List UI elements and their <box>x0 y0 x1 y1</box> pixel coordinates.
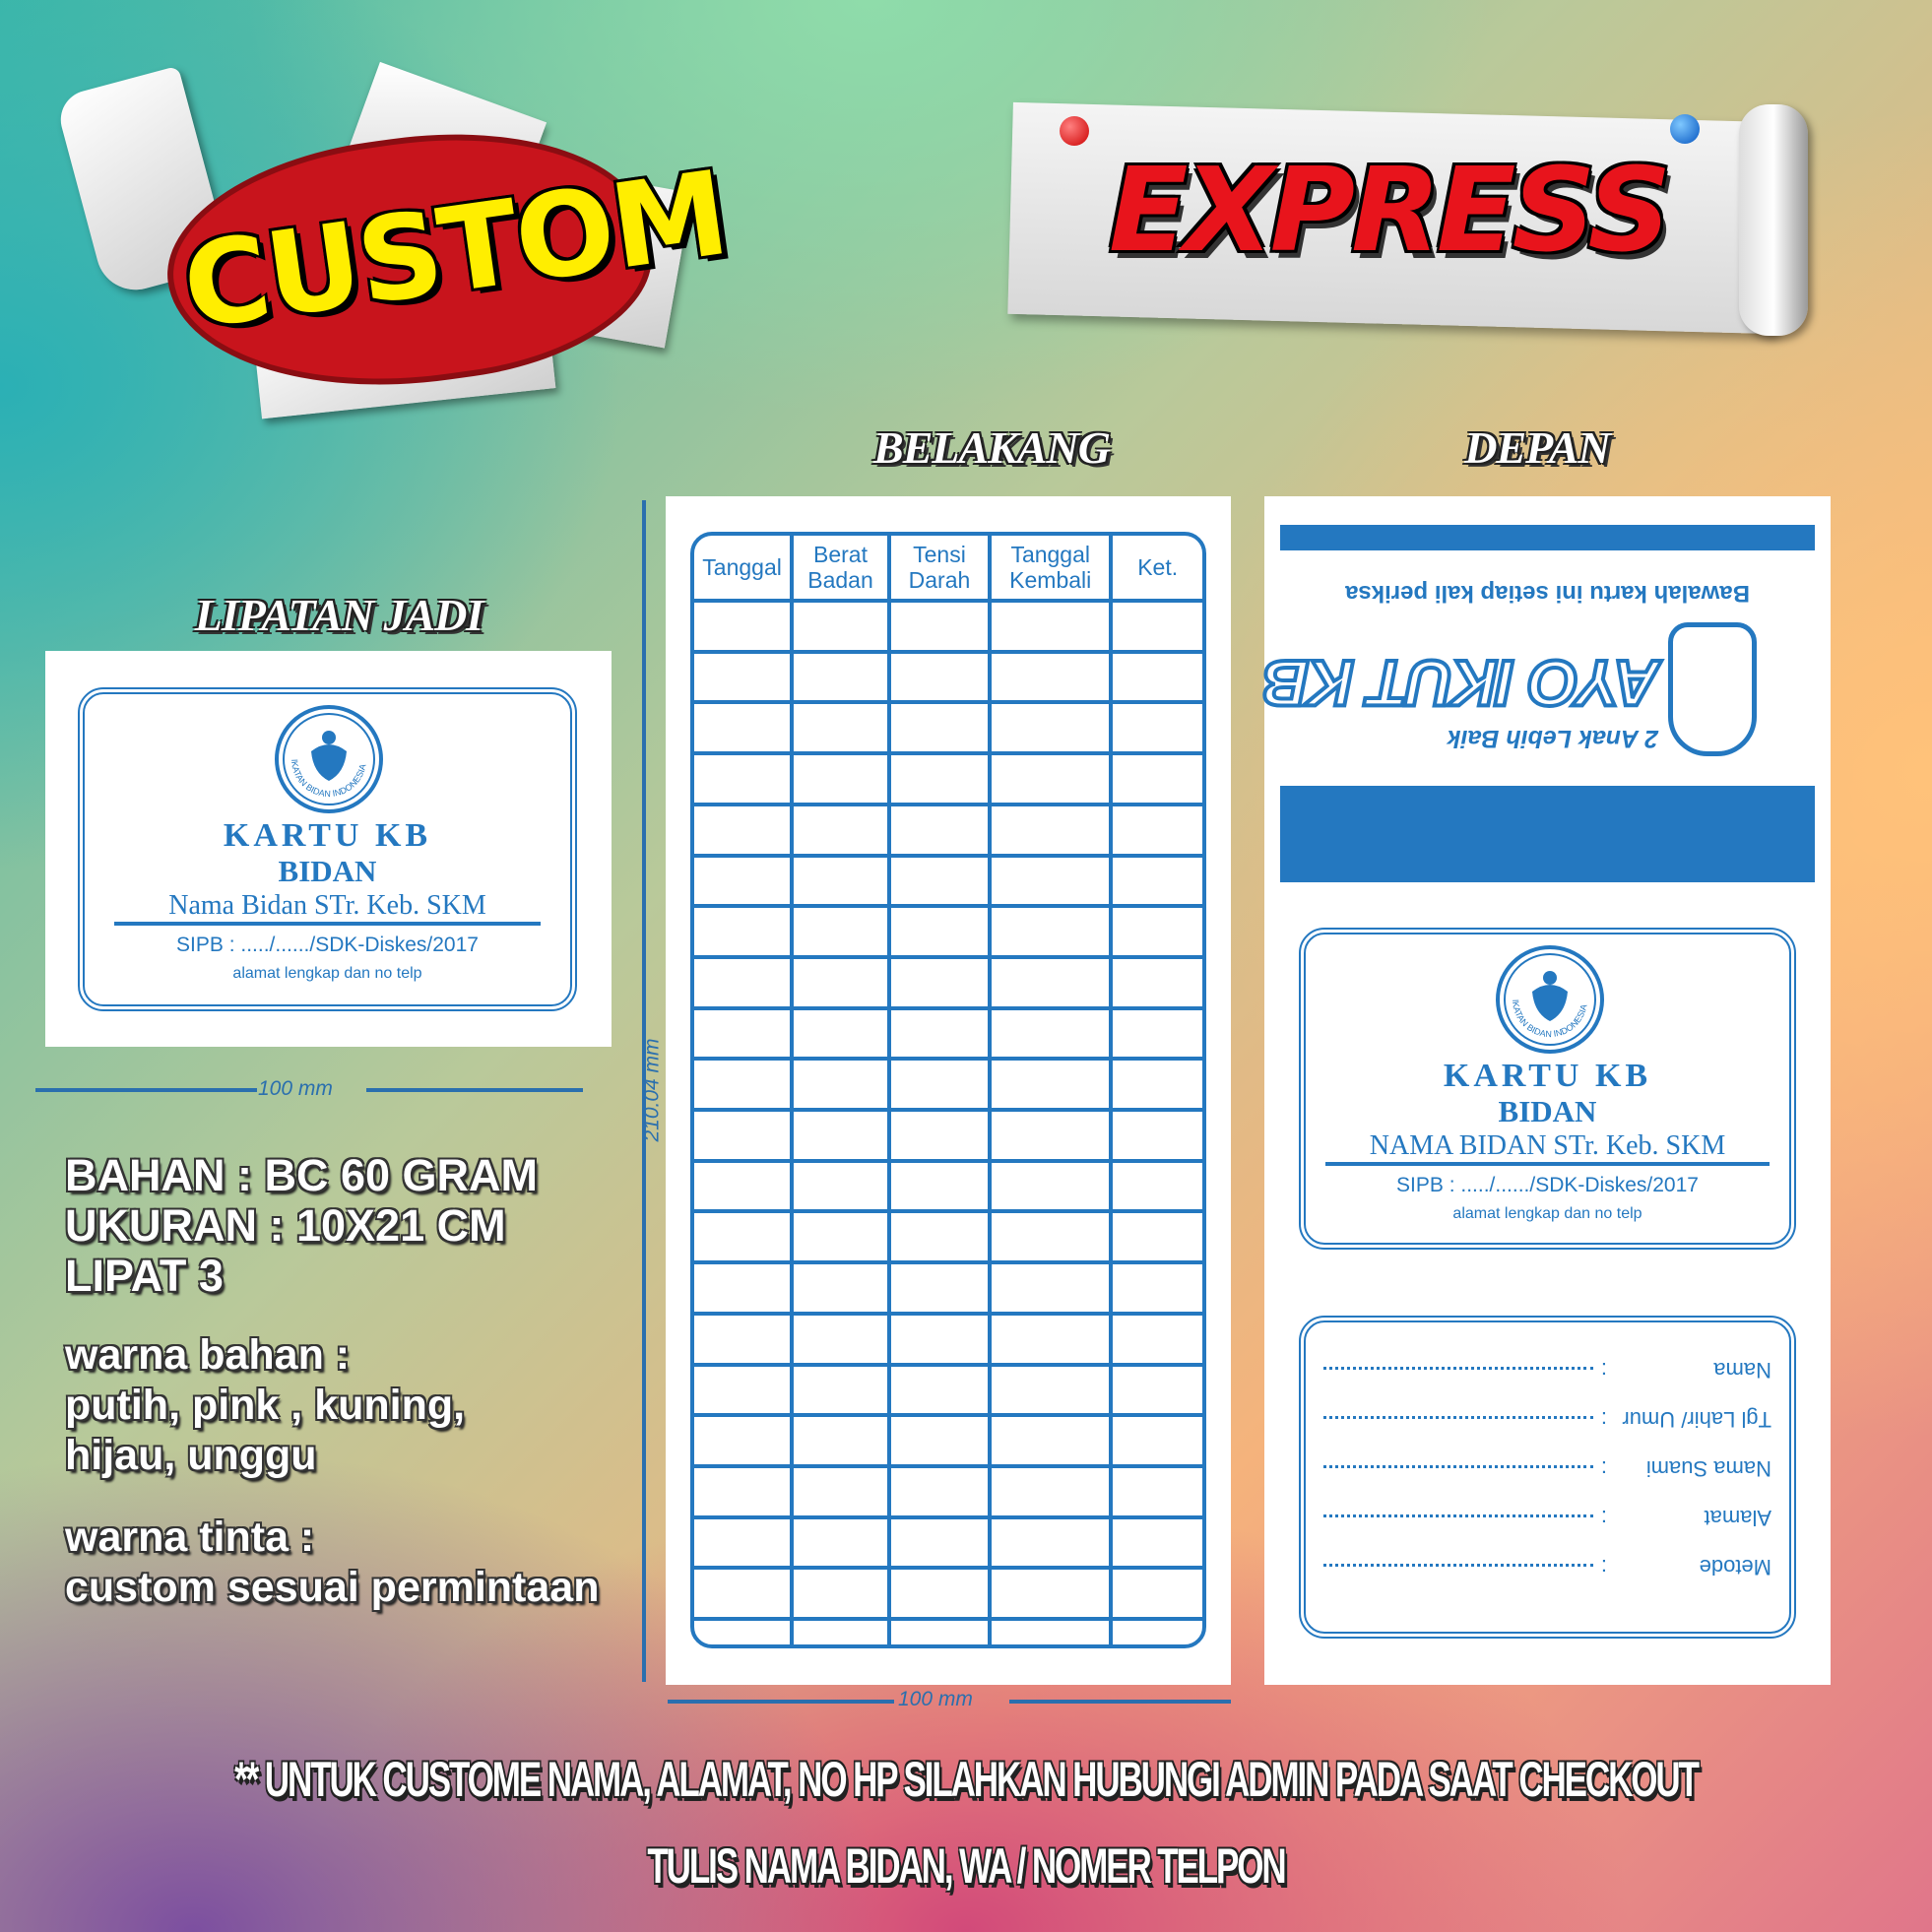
table-cell <box>792 856 889 907</box>
table-cell <box>990 753 1111 805</box>
table-cell <box>694 1466 792 1517</box>
custom-banner <box>59 59 735 423</box>
table-cell <box>889 1415 990 1466</box>
table-cell <box>792 1517 889 1569</box>
table-row <box>694 957 1202 1008</box>
table-cell <box>1111 1059 1202 1110</box>
depan-heading: DEPAN <box>1464 422 1610 473</box>
table-cell <box>889 1365 990 1416</box>
table-cell <box>694 1262 792 1314</box>
red-pin-icon <box>1060 116 1089 146</box>
table-row <box>694 702 1202 753</box>
table-row <box>694 856 1202 907</box>
table-cell <box>1111 1008 1202 1060</box>
table-cell <box>694 652 792 703</box>
form-row <box>1306 1455 1789 1505</box>
table-row <box>694 1314 1202 1365</box>
card-subtitle: BIDAN <box>278 854 377 888</box>
table-cell <box>1111 702 1202 753</box>
table-cell <box>694 1415 792 1466</box>
table-cell <box>792 805 889 856</box>
table-cell <box>694 1059 792 1110</box>
table-cell <box>889 753 990 805</box>
warna-tinta: custom sesuai permintaan <box>65 1564 600 1611</box>
table-cell <box>990 1059 1111 1110</box>
table-row <box>694 1262 1202 1314</box>
table-cell <box>792 753 889 805</box>
column-header: Tanggal <box>694 536 792 601</box>
table-cell <box>990 601 1111 652</box>
table-cell <box>990 1568 1111 1619</box>
table-cell <box>1111 753 1202 805</box>
table-cell <box>1111 906 1202 957</box>
form-label: Alamat <box>1704 1506 1771 1530</box>
warna-bahan-label: warna bahan : <box>65 1331 351 1379</box>
table-cell <box>1111 805 1202 856</box>
client-form-card <box>1299 1316 1796 1639</box>
height-label: 210.04 mm <box>640 1038 664 1142</box>
belakang-heading: BELAKANG <box>873 422 1110 473</box>
warna-bahan-1: putih, pink , kuning, <box>65 1382 466 1429</box>
table-cell <box>792 1262 889 1314</box>
table-cell <box>792 906 889 957</box>
table-cell <box>792 1415 889 1466</box>
table-cell <box>889 1314 990 1365</box>
table-cell <box>1111 1415 1202 1466</box>
table-row <box>694 1568 1202 1619</box>
table-cell <box>1111 1568 1202 1619</box>
table-cell <box>792 601 889 652</box>
footer-note-1: ** UNTUK CUSTOME NAMA, ALAMAT, NO HP SILAHKAN HUBUNGI ADMIN PADA SAAT CHECKOUT <box>234 1752 1698 1807</box>
table-cell <box>990 1211 1111 1262</box>
table-row <box>694 652 1202 703</box>
table-cell <box>694 1110 792 1161</box>
spec-ukuran: UKURAN : 10X21 CM <box>65 1200 506 1251</box>
blue-band-top <box>1280 525 1815 550</box>
visit-table <box>690 532 1206 1648</box>
table-row <box>694 906 1202 957</box>
form-row <box>1306 1505 1789 1554</box>
notice-text: Bawalah kartu ini setiap kali periksa <box>1345 580 1750 607</box>
table-cell <box>694 702 792 753</box>
table-cell <box>889 1568 990 1619</box>
table-cell <box>694 601 792 652</box>
blue-pin-icon <box>1670 114 1700 144</box>
table-cell <box>990 702 1111 753</box>
bidan-name: Nama Bidan STr. Keb. SKM <box>114 890 541 926</box>
form-fill-line <box>1323 1416 1593 1419</box>
client-form <box>1306 1357 1789 1603</box>
table-cell <box>1111 652 1202 703</box>
width-arrow-left <box>35 1088 257 1092</box>
table-cell <box>990 957 1111 1008</box>
table-cell <box>990 1110 1111 1161</box>
table-cell <box>694 856 792 907</box>
table-row <box>694 1415 1202 1466</box>
card-title: KARTU KB <box>1443 1058 1652 1094</box>
blue-band-middle <box>1280 786 1815 882</box>
address-text: alamat lengkap dan no telp <box>1452 1205 1642 1222</box>
footer-note-2: TULIS NAMA BIDAN, WA / NOMER TELPON <box>647 1838 1285 1894</box>
sipb-number: SIPB : ...../....../SDK-Diskes/2017 <box>1396 1174 1699 1196</box>
form-row <box>1306 1406 1789 1455</box>
table-row <box>694 1365 1202 1416</box>
table-cell <box>792 957 889 1008</box>
table-row <box>694 1110 1202 1161</box>
form-separator: : <box>1600 1555 1607 1579</box>
table-cell <box>889 906 990 957</box>
width-label: 100 mm <box>258 1077 333 1100</box>
table-cell <box>792 1466 889 1517</box>
table-cell <box>889 957 990 1008</box>
lipatan-heading: LIPATAN JADI <box>194 590 483 640</box>
table-cell <box>889 1161 990 1212</box>
table-row <box>694 753 1202 805</box>
width-label-2: 100 mm <box>898 1688 973 1710</box>
form-fill-line <box>1323 1564 1593 1567</box>
table-cell <box>1111 1517 1202 1569</box>
form-label: Tgl Lahir/ Umur <box>1622 1407 1771 1432</box>
folded-card-preview <box>45 651 612 1047</box>
table-cell <box>990 1008 1111 1060</box>
table-cell <box>990 1161 1111 1212</box>
table-row <box>694 601 1202 652</box>
table-cell <box>889 856 990 907</box>
table-cell <box>1111 957 1202 1008</box>
table-cell <box>792 1619 889 1644</box>
table-cell <box>990 1314 1111 1365</box>
table-cell <box>792 1059 889 1110</box>
table-cell <box>1111 1619 1202 1644</box>
table-cell <box>694 1365 792 1416</box>
width-arrow-right <box>366 1088 583 1092</box>
table-cell <box>1111 601 1202 652</box>
table-cell <box>889 1517 990 1569</box>
table-cell <box>792 1211 889 1262</box>
width-arrow-left-2 <box>668 1700 894 1704</box>
table-cell <box>889 1059 990 1110</box>
table-row <box>694 1059 1202 1110</box>
table-row <box>694 1161 1202 1212</box>
table-cell <box>990 906 1111 957</box>
form-label: Nama Suami <box>1645 1456 1771 1481</box>
table-cell <box>792 1314 889 1365</box>
form-label: Metode <box>1699 1555 1771 1579</box>
express-title: EXPRESS <box>1109 142 1668 278</box>
table-row <box>694 1466 1202 1517</box>
express-banner <box>1010 104 1818 341</box>
table-cell <box>990 1619 1111 1644</box>
table-cell <box>889 1262 990 1314</box>
table-cell <box>694 906 792 957</box>
table-cell <box>694 1568 792 1619</box>
address-text: alamat lengkap dan no telp <box>232 965 422 982</box>
table-cell <box>990 1517 1111 1569</box>
table-cell <box>1111 1314 1202 1365</box>
table-cell <box>792 1008 889 1060</box>
table-row <box>694 1517 1202 1569</box>
form-fill-line <box>1323 1465 1593 1468</box>
table-cell <box>889 1466 990 1517</box>
table-cell <box>792 702 889 753</box>
custom-title: CUSTOM <box>175 145 735 355</box>
form-separator: : <box>1600 1506 1607 1530</box>
table-cell <box>792 1110 889 1161</box>
ayo-ikut-kb-logo <box>1263 618 1757 756</box>
table-cell <box>1111 1262 1202 1314</box>
table-cell <box>990 1415 1111 1466</box>
table-cell <box>889 702 990 753</box>
table-cell <box>889 1008 990 1060</box>
table-cell <box>792 1161 889 1212</box>
form-label: Nama <box>1713 1358 1771 1383</box>
table-cell <box>694 805 792 856</box>
table-cell <box>889 805 990 856</box>
table-cell <box>889 1619 990 1644</box>
card-subtitle: BIDAN <box>1498 1094 1597 1128</box>
mascot-icon <box>1668 622 1757 756</box>
form-fill-line <box>1323 1514 1593 1517</box>
table-cell <box>694 1314 792 1365</box>
spec-lipat: LIPAT 3 <box>65 1251 224 1301</box>
paper-roll-icon <box>1739 104 1808 336</box>
ibi-logo-icon <box>1495 944 1605 1055</box>
table-cell <box>694 1008 792 1060</box>
warna-bahan-2: hijau, unggu <box>65 1432 317 1479</box>
table-cell <box>990 1365 1111 1416</box>
table-cell <box>792 652 889 703</box>
table-cell <box>1111 1466 1202 1517</box>
table-cell <box>889 601 990 652</box>
width-arrow-right-2 <box>1009 1700 1231 1704</box>
table-row <box>694 1619 1202 1644</box>
card-title: KARTU KB <box>223 817 432 854</box>
table-cell <box>1111 856 1202 907</box>
table-cell <box>990 805 1111 856</box>
spec-bahan: BAHAN : BC 60 GRAM <box>65 1150 539 1200</box>
table-cell <box>792 1365 889 1416</box>
table-cell <box>889 1110 990 1161</box>
logo-tagline: 2 Anak Lebih Baik <box>1447 725 1658 752</box>
kartu-kb-card-front <box>1299 928 1796 1250</box>
table-cell <box>694 1517 792 1569</box>
table-cell <box>990 1262 1111 1314</box>
table-cell <box>694 1619 792 1644</box>
form-fill-line <box>1323 1367 1593 1370</box>
form-separator: : <box>1600 1456 1607 1481</box>
logo-main: AYO IKUT KB <box>1263 647 1660 720</box>
ibi-logo-icon <box>274 704 384 814</box>
logo-text: IKATAN BIDAN INDONESIA <box>289 758 368 800</box>
table-cell <box>1111 1161 1202 1212</box>
table-cell <box>990 1466 1111 1517</box>
table-cell <box>990 856 1111 907</box>
table-cell <box>1111 1211 1202 1262</box>
table-row <box>694 805 1202 856</box>
table-cell <box>990 652 1111 703</box>
table-cell <box>1111 1110 1202 1161</box>
table-cell <box>694 1161 792 1212</box>
form-separator: : <box>1600 1358 1607 1383</box>
table-cell <box>889 1211 990 1262</box>
depan-panel <box>1264 496 1831 1685</box>
form-row <box>1306 1554 1789 1603</box>
table-row <box>694 1211 1202 1262</box>
warna-tinta-label: warna tinta : <box>65 1513 315 1561</box>
table-cell <box>889 652 990 703</box>
logo-text: IKATAN BIDAN INDONESIA <box>1510 998 1589 1040</box>
form-separator: : <box>1600 1407 1607 1432</box>
column-header: Berat Badan <box>792 536 889 601</box>
table-cell <box>694 957 792 1008</box>
column-header: Tanggal Kembali <box>990 536 1111 601</box>
table-cell <box>694 1211 792 1262</box>
table-row <box>694 1008 1202 1060</box>
table-cell <box>694 753 792 805</box>
form-row <box>1306 1357 1789 1406</box>
table-cell <box>1111 1365 1202 1416</box>
sipb-number: SIPB : ...../....../SDK-Diskes/2017 <box>176 934 479 956</box>
bidan-name: NAMA BIDAN STr. Keb. SKM <box>1325 1130 1770 1166</box>
kartu-kb-card <box>78 687 577 1011</box>
column-header: Ket. <box>1111 536 1202 601</box>
table-cell <box>792 1568 889 1619</box>
column-header: Tensi Darah <box>889 536 990 601</box>
